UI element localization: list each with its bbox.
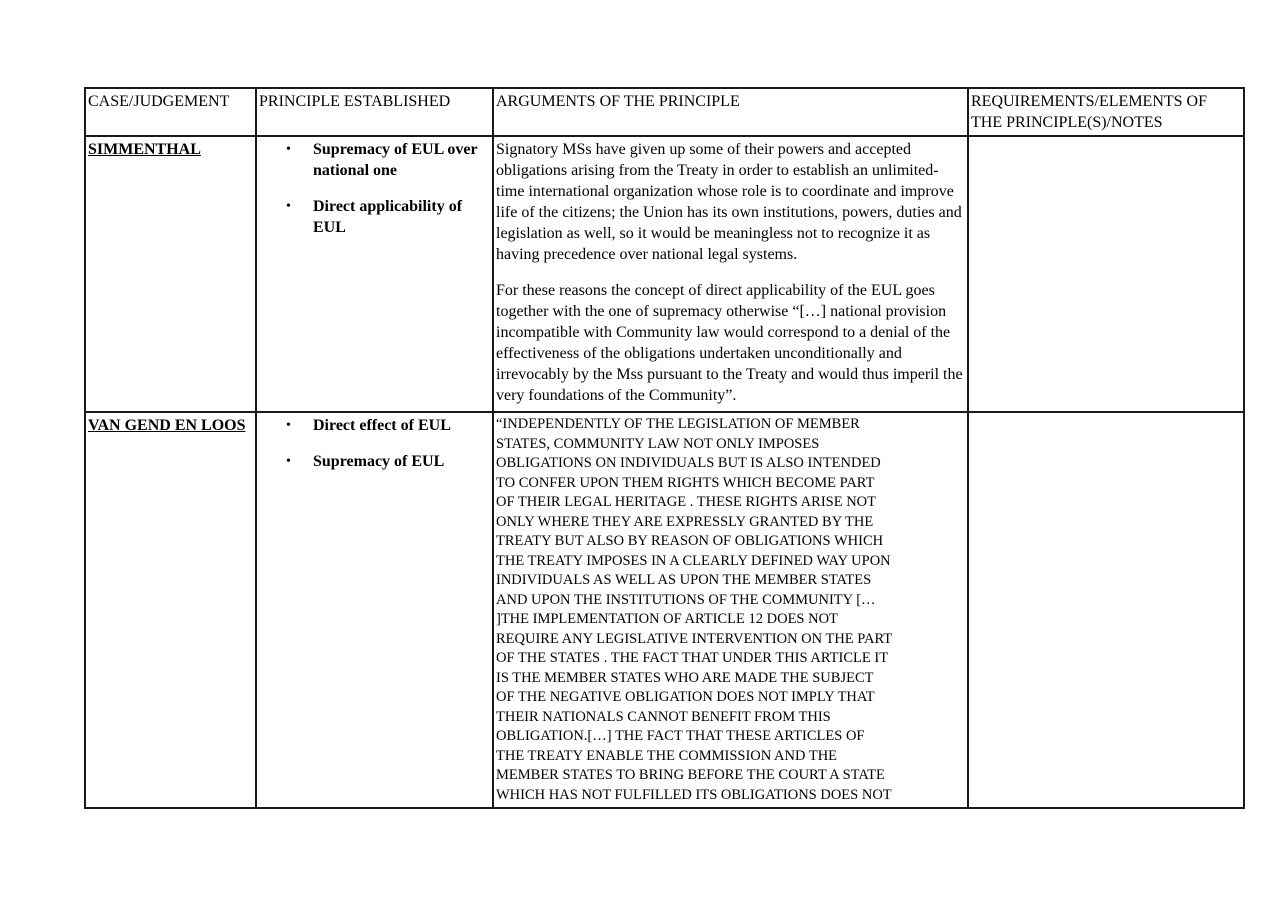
quote-line: THE TREATY IMPOSES IN A CLEARLY DEFINED WAY UPON [496,552,891,569]
header-requirements-notes: REQUIREMENTS/ELEMENTS OF THE PRINCIPLE(S)/NOTES [968,88,1244,136]
principle-text: Direct applicability of EUL [313,198,463,236]
notes-cell [968,412,1244,808]
notes-cell [968,136,1244,412]
quote-line: WHICH HAS NOT FULFILLED ITS OBLIGATIONS DOES NOT [496,786,892,803]
quote-line: OF THE STATES . THE FACT THAT UNDER THIS ARTICLE IT [496,650,889,666]
bullet-icon: • [286,199,291,214]
quote-line: AND UPON THE INSTITUTIONS OF THE COMMUNITY [… [496,591,876,608]
quote-line: TREATY BUT ALSO BY REASON OF OBLIGATIONS WHICH [496,533,884,549]
quote-line: OBLIGATION.[…] THE FACT THAT THESE ARTICLES OF [496,728,865,744]
principles-list [259,139,490,238]
arguments-cell [493,136,968,412]
quote-line: OBLIGATIONS ON INDIVIDUALS BUT IS ALSO INTENDED [496,455,881,471]
header-principle-established: PRINCIPLE ESTABLISHED [256,88,493,136]
argument-paragraph: For these reasons the concept of direct applicability of the EUL goes together with the one of supremacy otherwise “[…] national provision incompatible with Community law would correspond to a denial of the effectiveness of the obligations undertaken unconditionally and irrevocably by the Mss pursuant to the Treaty and would thus imperil the very foundations of the Community”. [496,282,963,404]
quote-line: THE TREATY ENABLE THE COMMISSION AND THE [496,747,838,764]
table-row-simmenthal [85,136,1244,412]
quote-line: REQUIRE ANY LEGISLATIVE INTERVENTION ON THE PART [496,630,893,647]
bullet-icon: • [286,454,291,469]
quote-line: “INDEPENDENTLY OF THE LEGISLATION OF MEMBER [496,416,860,432]
quote-line: INDIVIDUALS AS WELL AS UPON THE MEMBER STATES [496,572,872,588]
quote-line: TO CONFER UPON THEM RIGHTS WHICH BECOME PART [496,474,875,491]
quote-line: STATES, COMMUNITY LAW NOT ONLY IMPOSES [496,435,820,452]
argument-paragraph: Signatory MSs have given up some of their powers and accepted obligations arising from the Treaty in order to establish an unlimited-time international organization whose role is to coordinate and improve life of the citizens; the Union has its own institutions, powers, duties and legislation as well, so it would be meaningless not to recognize it as having precedence over national legal systems. [496,141,962,263]
principle-item [286,196,490,238]
principle-item [286,415,490,436]
principle-text: Supremacy of EUL over national one [313,141,478,179]
header-case-judgement: CASE/JUDGEMENT [85,88,256,136]
header-arguments-of-principle: ARGUMENTS OF THE PRINCIPLE [493,88,968,136]
quote-line: OF THE NEGATIVE OBLIGATION DOES NOT IMPLY THAT [496,689,875,705]
bullet-icon: • [286,142,291,157]
table-header-row [85,88,1244,136]
principles-cell [256,136,493,412]
case-name-van-gend-en-loos: VAN GEND EN LOOS [88,417,246,434]
quote-line: THEIR NATIONALS CANNOT BENEFIT FROM THIS [496,708,831,725]
case-cell [85,136,256,412]
quote-line: ONLY WHERE THEY ARE EXPRESSLY GRANTED BY THE [496,513,874,530]
quote-line: MEMBER STATES TO BRING BEFORE THE COURT A STATE [496,767,885,783]
principle-text: Supremacy of EUL [313,453,445,470]
case-cell [85,412,256,808]
principles-list [259,415,490,472]
table-row-van-gend-en-loos [85,412,1244,808]
case-name-simmenthal: SIMMENTHAL [88,141,201,158]
quote-line: IS THE MEMBER STATES WHO ARE MADE THE SUBJECT [496,669,874,686]
quote-line: OF THEIR LEGAL HERITAGE . THESE RIGHTS ARISE NOT [496,494,876,510]
bullet-icon: • [286,418,291,433]
principle-item [286,139,490,181]
principle-text: Direct effect of EUL [313,417,451,434]
case-law-table [84,87,1245,809]
arguments-cell [493,412,968,808]
quote-line: ]THE IMPLEMENTATION OF ARTICLE 12 DOES NOT [496,611,838,627]
principles-cell [256,412,493,808]
principle-item [286,451,490,472]
